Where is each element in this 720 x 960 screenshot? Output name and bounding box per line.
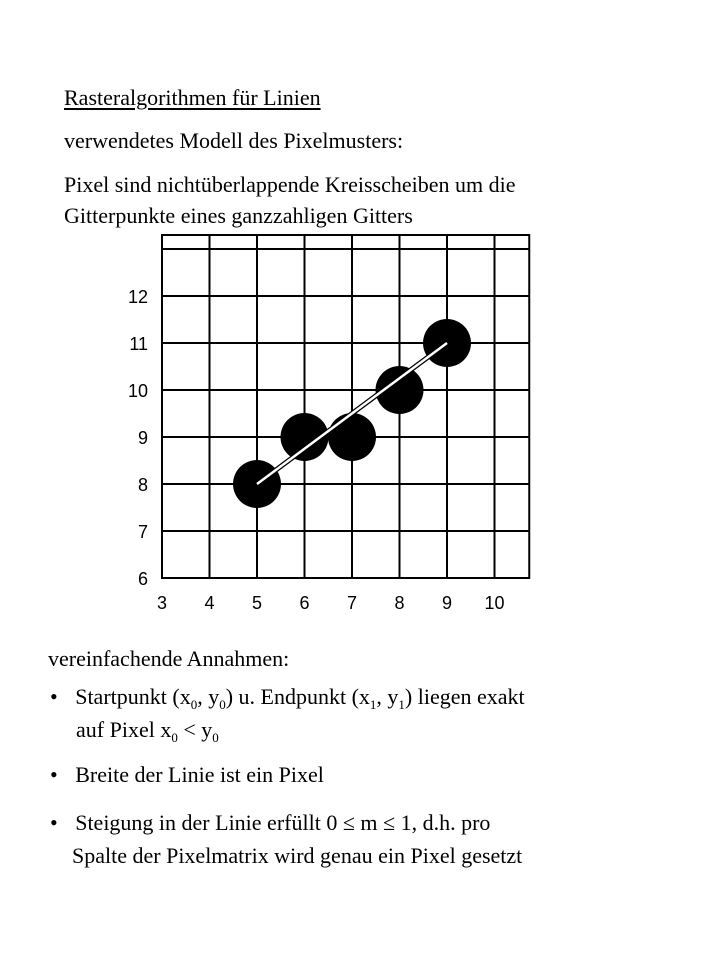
y-tick-label: 12 <box>127 287 148 307</box>
model-text-line1: Pixel sind nichtüberlappende Kreisscheiben um die <box>64 172 516 197</box>
bullet-1 <box>50 684 525 710</box>
x-tick-label: 10 <box>484 593 505 613</box>
assumptions-heading: vereinfachende Annahmen: <box>48 646 290 671</box>
bullet-marker: • <box>50 810 58 835</box>
y-tick-label: 8 <box>137 475 148 495</box>
y-tick-label: 7 <box>137 522 148 542</box>
y-tick-label: 6 <box>137 569 148 589</box>
subscript: 0 <box>219 697 226 712</box>
bullet-1-text: ) liegen exakt <box>404 684 525 709</box>
bullet-2-text: Breite der Linie ist ein Pixel <box>75 762 324 787</box>
model-text-line2: Gitterpunkte eines ganzzahligen Gitters <box>64 203 413 228</box>
subscript: 0 <box>171 730 178 745</box>
x-tick-label: 5 <box>251 593 263 613</box>
x-tick-labels <box>157 593 505 613</box>
bullet-2 <box>50 762 324 788</box>
subscript: 1 <box>398 697 405 712</box>
bullet-3-line2: Spalte der Pixelmatrix wird genau ein Pixel gesetzt <box>72 843 523 868</box>
subscript: 1 <box>369 697 377 712</box>
x-tick-label: 8 <box>394 593 405 613</box>
x-tick-label: 7 <box>346 593 358 613</box>
bullet-1-text: , y <box>197 684 220 709</box>
bullet-1-text: , y <box>376 684 399 709</box>
x-tick-label: 4 <box>204 593 215 613</box>
bullet-marker: • <box>50 762 58 787</box>
pixel-disc <box>328 413 376 461</box>
bullet-1-text: Startpunkt (x <box>75 684 191 709</box>
y-tick-label: 11 <box>129 334 148 354</box>
grid-lines <box>162 235 529 578</box>
page-title: Rasteralgorithmen für Linien <box>64 85 321 110</box>
bullet-3 <box>50 810 490 836</box>
x-tick-label: 3 <box>156 593 168 613</box>
y-tick-labels <box>128 287 148 589</box>
grid-frame <box>162 235 529 578</box>
bullet-3-text: Steigung in der Linie erfüllt 0 ≤ m ≤ 1, d.h. pro <box>75 810 491 835</box>
x-tick-label: 9 <box>441 593 453 613</box>
x-tick-label: 6 <box>299 593 310 613</box>
subscript: 0 <box>212 730 219 745</box>
y-tick-label: 9 <box>137 428 148 448</box>
bullet-1-text: ) u. Endpunkt (x <box>225 684 370 709</box>
model-heading: verwendetes Modell des Pixelmusters: <box>64 128 404 153</box>
bullet-1-line2 <box>76 717 219 743</box>
bullet-1-text: < y <box>177 717 213 742</box>
bullet-1-text: auf Pixel x <box>76 717 172 742</box>
y-tick-label: 10 <box>127 381 148 401</box>
subscript: 0 <box>190 697 198 712</box>
bullet-marker: • <box>50 684 58 709</box>
